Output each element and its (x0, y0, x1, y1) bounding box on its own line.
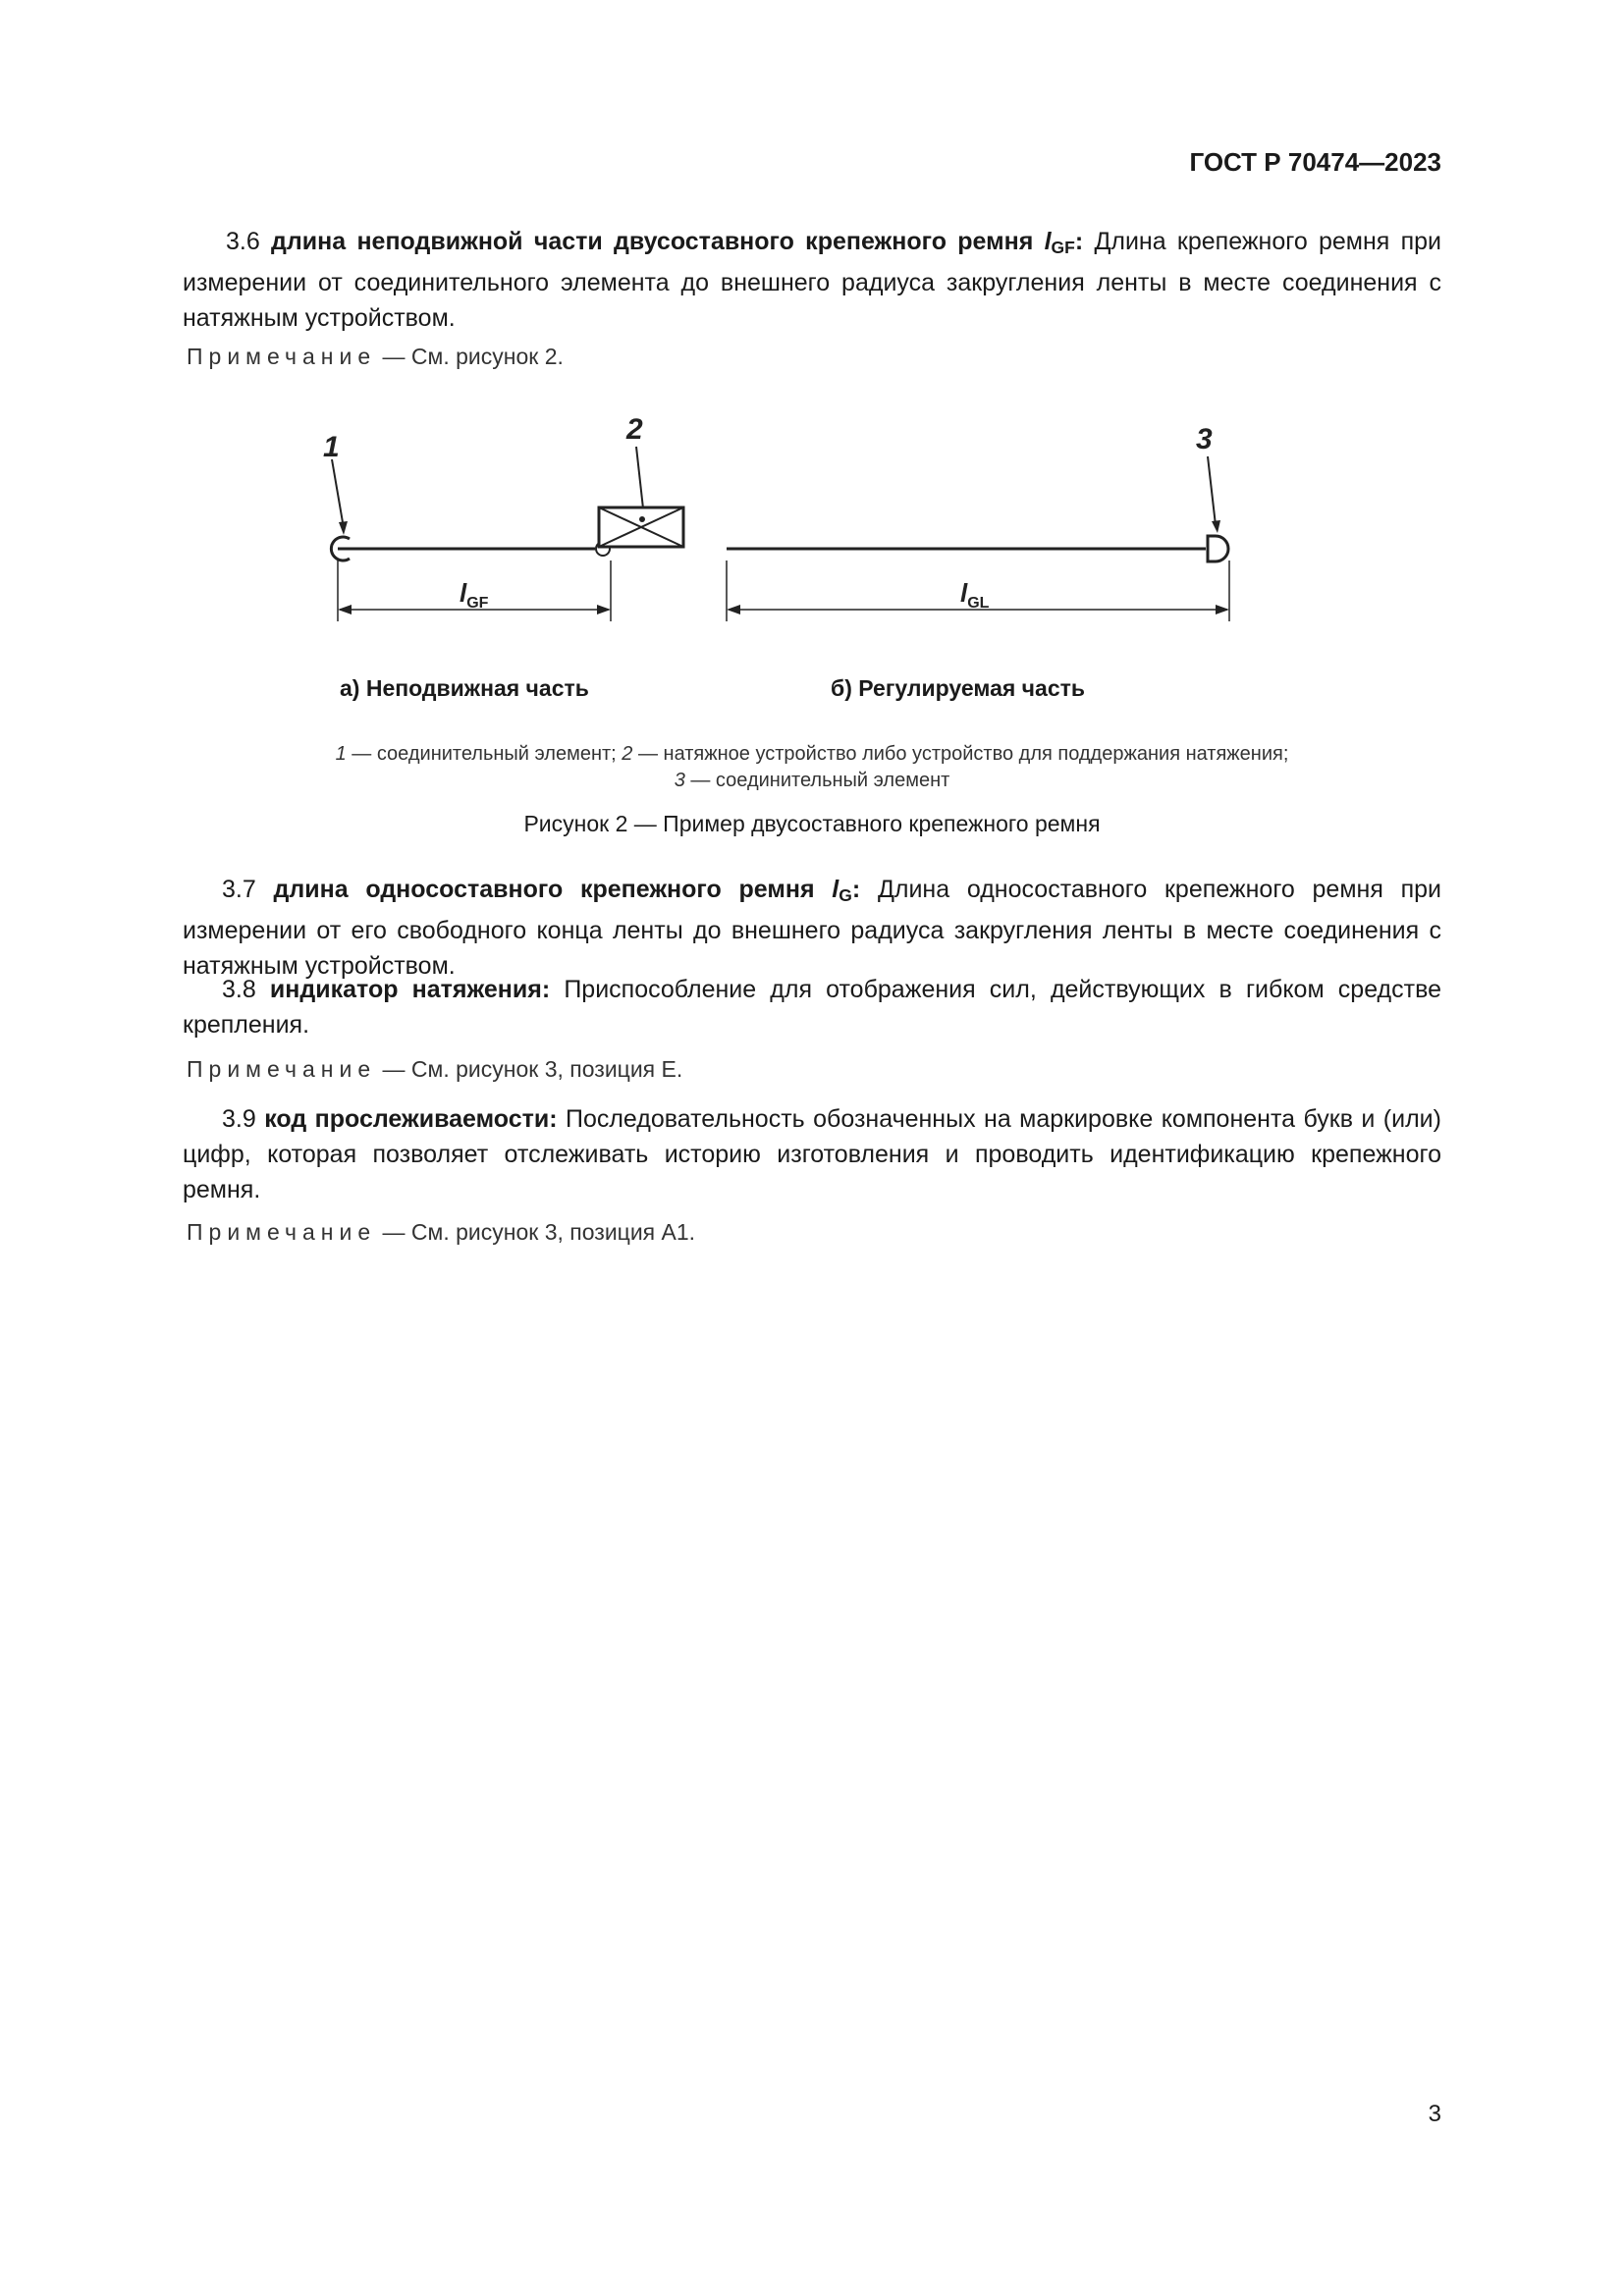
callout-1: 1 (323, 431, 340, 463)
term-symbol-sub: G (839, 885, 852, 905)
dim-arrow-adj-right (1216, 605, 1229, 614)
note-text: — См. рисунок 3, позиция А1. (382, 1219, 696, 1245)
section-number: 3.7 (222, 876, 256, 903)
dim-arrow-fixed-left (338, 605, 352, 614)
callout-1-leader (332, 459, 344, 528)
note-3-8 (187, 1054, 682, 1084)
callout-2: 2 (626, 413, 643, 446)
section-number: 3.9 (222, 1105, 256, 1133)
section-3-9 (183, 1101, 1441, 1207)
callout-3-leader (1208, 456, 1216, 525)
tensioner-dot (639, 516, 645, 522)
term-definition: Длина односоставного крепежного ремня при измерении от его свободного конца ленты до внешнего радиуса закругления ленты в месте соединения с натяжным устройством. (183, 876, 1442, 980)
note-3-9 (187, 1217, 695, 1247)
note-label: Примечание (187, 1219, 377, 1245)
dim-label-fixed: $l_{GF}$ (460, 578, 489, 612)
figure-label-a: а) Неподвижная часть (340, 675, 589, 701)
d-ring-icon (1208, 536, 1228, 561)
note-text: — См. рисунок 3, позиция Е. (382, 1056, 683, 1082)
term-title: длина неподвижной части двусоставного крепежного ремня (271, 228, 1034, 255)
section-3-8 (183, 972, 1441, 1042)
callout-3: 3 (1196, 423, 1213, 455)
section-3-7: 3.7 длина односоставного крепежного ремня $l_G$: Длина односоставного крепежного ремня при измерении от его свободного конца ленты до внешнего радиуса закругления ленты в месте соединения с натяжным устройством. (183, 876, 1442, 980)
term-title: код прослеживаемости: (264, 1105, 558, 1133)
section-3-6: 3.6 длина неподвижной части двусоставного крепежного ремня $l_{GF}$: Длина крепежного ремня при измерении от соединительного элемента до внешнего радиуса закругления ленты в месте соединения с натяжным устройством. (183, 228, 1442, 332)
note-3-6 (187, 342, 564, 371)
term-title: длина односоставного крепежного ремня (273, 876, 815, 903)
note-label: Примечание (187, 1056, 377, 1082)
term-definition: Приспособление для отображения сил, действующих в гибком средстве крепления. (183, 976, 1442, 1039)
term-definition: Последовательность обозначенных на маркировке компонента букв и (или) цифр, которая позволяет отслеживать историю изготовления и проводить идентификацию крепежного ремня. (183, 1105, 1441, 1203)
document-code: ГОСТ Р 70474—2023 (1189, 147, 1441, 177)
legend-line-1: 1 — соединительный элемент; 2 — натяжное устройство либо устройство для поддержания натяжения; (335, 743, 1289, 765)
callout-3-arrowhead (1212, 520, 1220, 533)
section-number: 3.8 (222, 976, 256, 1003)
page-number: 3 (1428, 2101, 1441, 2127)
figure-legend (183, 741, 1441, 794)
note-label: Примечание (187, 344, 377, 369)
term-symbol: l (832, 876, 839, 903)
term-symbol: l (1044, 228, 1052, 255)
term-title: индикатор натяжения: (269, 976, 551, 1003)
legend-line-2: 3 — соединительный элемент (674, 770, 950, 791)
callout-1-arrowhead (339, 521, 348, 535)
note-text: — См. рисунок 2. (382, 344, 564, 369)
dim-arrow-fixed-right (597, 605, 611, 614)
dim-arrow-adj-left (727, 605, 740, 614)
figure-label-b: б) Регулируемая часть (831, 675, 1086, 701)
term-definition: Длина крепежного ремня при измерении от соединительного элемента до внешнего радиуса закругления ленты в месте соединения с натяжным устройством. (183, 228, 1442, 332)
term-symbol-sub: GF (1051, 238, 1075, 257)
figure-caption: Рисунок 2 — Пример двусоставного крепежного ремня (523, 811, 1101, 836)
section-number: 3.6 (226, 228, 260, 255)
dim-label-adjustable: $l_{GL}$ (960, 578, 990, 612)
